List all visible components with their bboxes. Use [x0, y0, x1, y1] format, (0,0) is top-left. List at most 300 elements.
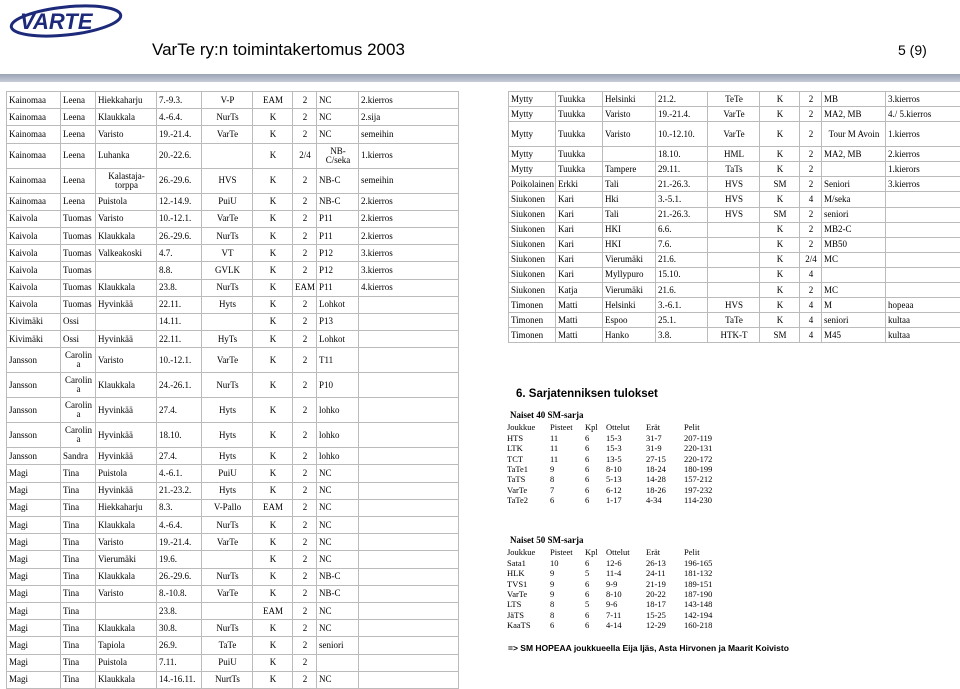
standings-cell: 24-11 — [644, 568, 682, 578]
table-cell: Kaivola — [7, 227, 61, 244]
table-cell: Tina — [61, 637, 96, 654]
table-row — [509, 298, 960, 313]
table-cell — [359, 637, 459, 654]
table-cell — [317, 654, 359, 671]
standings-cell: 8 — [548, 610, 583, 620]
table-row — [509, 252, 960, 267]
table-cell: K — [760, 162, 800, 177]
table-row — [509, 122, 960, 147]
table-cell: NurTs — [202, 568, 253, 585]
table-row — [7, 654, 459, 671]
table-cell: Hyvinkää — [96, 423, 157, 448]
table-cell: semeihin — [359, 126, 459, 143]
table-cell: Kaivola — [7, 210, 61, 227]
standings-cell: 6 — [583, 620, 604, 630]
table-cell: 26.-29.6. — [157, 568, 202, 585]
table-cell: M/seka — [822, 192, 886, 207]
standings-cell: 7-11 — [604, 610, 644, 620]
table-cell: 2 — [800, 147, 822, 162]
table-cell: 2 — [293, 534, 317, 551]
table-cell: K — [253, 109, 293, 126]
table-row — [7, 193, 459, 210]
table-cell: 2.kierros — [359, 210, 459, 227]
table-cell: seniori — [822, 313, 886, 328]
table-cell — [359, 517, 459, 534]
table-cell: Klaukkala — [96, 620, 157, 637]
table-cell: K — [253, 654, 293, 671]
standings-row — [505, 568, 724, 578]
table-cell: kultaa — [886, 313, 960, 328]
table-cell: 3.kierros — [359, 262, 459, 279]
standings-cell: 4-14 — [604, 620, 644, 630]
table-cell: PuiU — [202, 193, 253, 210]
table-cell: Klaukkala — [96, 517, 157, 534]
table-cell: NurTs — [202, 227, 253, 244]
table-cell: K — [253, 637, 293, 654]
standings-cell: 189-151 — [682, 579, 724, 589]
section-title: 6. Sarjatenniksen tulokset — [516, 388, 658, 400]
table-cell — [886, 237, 960, 252]
table-cell: Helsinki — [603, 92, 656, 107]
table-cell — [603, 147, 656, 162]
table-cell: VarTe — [202, 585, 253, 602]
standings-cell: 18-26 — [644, 485, 682, 495]
table-cell: Jansson — [7, 398, 61, 423]
table-cell: Hanko — [603, 328, 656, 343]
standings-header-row — [505, 547, 724, 557]
table-cell: 2 — [293, 423, 317, 448]
table-cell: 3.8. — [656, 328, 708, 343]
table-cell: 29.11. — [656, 162, 708, 177]
table-cell: MA2, MB — [822, 147, 886, 162]
table-cell: K — [253, 482, 293, 499]
table-cell: Mytty — [509, 92, 556, 107]
table-cell: Kivimäki — [7, 331, 61, 348]
table-cell: Tampere — [603, 162, 656, 177]
table-cell: 2 — [800, 162, 822, 177]
standings-cell: 9-6 — [604, 599, 644, 609]
table-cell: K — [253, 279, 293, 296]
table-cell: Siukonen — [509, 267, 556, 282]
table-cell: Mytty — [509, 147, 556, 162]
table-cell: 18.10. — [157, 423, 202, 448]
table-cell: Luhanka — [96, 143, 157, 168]
table-cell: K — [253, 448, 293, 465]
table-cell: Kari — [556, 237, 603, 252]
table-cell: MB50 — [822, 237, 886, 252]
table-cell: 3.-6.1. — [656, 298, 708, 313]
table-cell: 14.11. — [157, 313, 202, 330]
table-cell — [359, 620, 459, 637]
tournament-table-right — [508, 91, 960, 343]
table-cell: K — [253, 296, 293, 313]
standings-cell: 1-17 — [604, 495, 644, 505]
page-title: VarTe ry:n toimintakertomus 2003 — [152, 40, 405, 60]
table-cell — [359, 465, 459, 482]
standings-cell: 6 — [583, 474, 604, 484]
table-cell: Hyvinkää — [96, 398, 157, 423]
table-cell: 4.kierros — [359, 279, 459, 296]
table-cell: MB2-C — [822, 222, 886, 237]
standings-header-cell: Erät — [644, 547, 682, 557]
table-cell: 7.6. — [656, 237, 708, 252]
table-cell: 2 — [293, 109, 317, 126]
standings-cell: 12-29 — [644, 620, 682, 630]
table-cell: Siukonen — [509, 237, 556, 252]
table-cell: Tuukka — [556, 147, 603, 162]
table-cell: 21.-23.2. — [157, 482, 202, 499]
standings-cell: 15-25 — [644, 610, 682, 620]
standings-cell: 9 — [548, 589, 583, 599]
table-cell: Katja — [556, 283, 603, 298]
table-cell: lohko — [317, 448, 359, 465]
table-cell: Klaukkala — [96, 568, 157, 585]
table-cell: K — [760, 267, 800, 282]
table-cell: T11 — [317, 348, 359, 373]
table-row — [7, 373, 459, 398]
table-cell: 4.-6.1. — [157, 465, 202, 482]
standings-cell: 207-119 — [682, 433, 724, 443]
table-cell — [886, 207, 960, 222]
table-cell: 19.-21.4. — [157, 126, 202, 143]
table-cell: TeTe — [708, 92, 760, 107]
table-row — [7, 551, 459, 568]
table-cell: SM — [760, 328, 800, 343]
table-cell: Jansson — [7, 423, 61, 448]
standings-cell: VarTe — [505, 485, 548, 495]
standings-cell: LTS — [505, 599, 548, 609]
table-cell: 2 — [293, 296, 317, 313]
table-cell: 2 — [293, 126, 317, 143]
table-cell: K — [760, 313, 800, 328]
table-row — [7, 168, 459, 193]
table-cell: Tuomas — [61, 279, 96, 296]
table-row — [509, 313, 960, 328]
table-cell: Kainomaa — [7, 126, 61, 143]
standings-cell: 31-9 — [644, 443, 682, 453]
table-row — [7, 92, 459, 109]
table-cell: 4.7. — [157, 245, 202, 262]
standings-cell: 21-19 — [644, 579, 682, 589]
table-cell: 7.11. — [157, 654, 202, 671]
table-cell: EAM — [253, 602, 293, 619]
table-cell: 19.-21.4. — [656, 107, 708, 122]
standings-header-cell: Kpl — [583, 422, 604, 432]
table-cell: P12 — [317, 245, 359, 262]
varte-logo — [8, 4, 126, 38]
standings-cell: 15-3 — [604, 433, 644, 443]
table-cell: SM — [760, 207, 800, 222]
table-cell: Kainomaa — [7, 92, 61, 109]
table-row — [7, 448, 459, 465]
table-cell: 2.sija — [359, 109, 459, 126]
table-row — [7, 296, 459, 313]
table-cell: K — [760, 298, 800, 313]
table-cell: 8.8. — [157, 262, 202, 279]
table-cell — [359, 602, 459, 619]
table-cell — [359, 423, 459, 448]
standings-cell: 6 — [583, 454, 604, 464]
table-cell: 2 — [800, 177, 822, 192]
standings-cell: KaaTS — [505, 620, 548, 630]
table-cell — [886, 283, 960, 298]
table-cell: K — [253, 331, 293, 348]
standings-cell: HTS — [505, 433, 548, 443]
table-row — [7, 499, 459, 516]
table-cell: Varisto — [96, 126, 157, 143]
table-cell: Tina — [61, 671, 96, 688]
standings-cell: 6 — [548, 620, 583, 630]
table-cell: NurTs — [202, 109, 253, 126]
standings-cell: 31-7 — [644, 433, 682, 443]
standings-cell: 12-6 — [604, 558, 644, 568]
standings-cell: 114-230 — [682, 495, 724, 505]
table-cell: 4.-6.4. — [157, 109, 202, 126]
table-cell: 2 — [800, 92, 822, 107]
table-cell — [359, 448, 459, 465]
table-cell: K — [253, 517, 293, 534]
table-cell: K — [253, 210, 293, 227]
standings-cell: 6 — [583, 610, 604, 620]
table-row — [7, 109, 459, 126]
table-cell: Seniori — [822, 177, 886, 192]
table-cell: 2 — [293, 227, 317, 244]
table-cell — [359, 585, 459, 602]
standings-header-cell: Joukkue — [505, 547, 548, 557]
table-cell: Hyts — [202, 448, 253, 465]
standings-cell: 27-15 — [644, 454, 682, 464]
standings-cell: 6-12 — [604, 485, 644, 495]
table-cell: Magi — [7, 482, 61, 499]
standings-cell: 6 — [583, 589, 604, 599]
table-cell: K — [253, 568, 293, 585]
table-cell: Sandra — [61, 448, 96, 465]
table-cell: 2 — [800, 283, 822, 298]
table-row — [7, 637, 459, 654]
table-cell: 2 — [293, 398, 317, 423]
table-cell: K — [760, 192, 800, 207]
standings-cell: 9-9 — [604, 579, 644, 589]
table-cell — [708, 222, 760, 237]
table-cell: Myllypuro — [603, 267, 656, 282]
standings-row — [505, 599, 724, 609]
table-cell: 2 — [800, 237, 822, 252]
table-cell: Klaukkala — [96, 227, 157, 244]
table-cell: 2 — [293, 602, 317, 619]
standings-header-cell: Joukkue — [505, 422, 548, 432]
table-cell: K — [253, 534, 293, 551]
table-cell — [359, 398, 459, 423]
table-cell: Magi — [7, 671, 61, 688]
table-cell: 12.-14.9. — [157, 193, 202, 210]
table-cell — [359, 534, 459, 551]
table-cell: 2 — [293, 193, 317, 210]
table-cell: HVS — [708, 192, 760, 207]
table-cell: Timonen — [509, 298, 556, 313]
standings-cell: 220-131 — [682, 443, 724, 453]
table-cell: Siukonen — [509, 207, 556, 222]
table-cell: NB-C — [317, 193, 359, 210]
table-cell: Tali — [603, 207, 656, 222]
standings-cell: TaTS — [505, 474, 548, 484]
table-cell: Magi — [7, 620, 61, 637]
table-cell: seniori — [822, 207, 886, 222]
table-cell: P10 — [317, 373, 359, 398]
table-cell: HVS — [708, 177, 760, 192]
table-cell: 2.kierros — [359, 193, 459, 210]
table-cell: HyTs — [202, 331, 253, 348]
standings-row — [505, 589, 724, 599]
table-cell: P12 — [317, 262, 359, 279]
table-cell: 2.kierros — [359, 227, 459, 244]
table-cell: P11 — [317, 279, 359, 296]
table-cell: 22.11. — [157, 331, 202, 348]
table-cell: 1.kierros — [886, 122, 960, 147]
table-cell: Siukonen — [509, 192, 556, 207]
table-cell: Leena — [61, 109, 96, 126]
table-cell: Tuukka — [556, 92, 603, 107]
table-cell: 8.3. — [157, 499, 202, 516]
table-cell: Tuomas — [61, 245, 96, 262]
summary-note: => SM HOPEAA joukkueella Eija Ijäs, Asta Hirvonen ja Maarit Koivisto — [508, 643, 789, 653]
standings-naiset-50 — [505, 535, 724, 631]
table-cell: 2/4 — [293, 143, 317, 168]
table-cell: Klaukkala — [96, 671, 157, 688]
standings-cell: 20-22 — [644, 589, 682, 599]
table-cell — [359, 654, 459, 671]
table-cell: Kari — [556, 222, 603, 237]
table-cell: Kainomaa — [7, 109, 61, 126]
standings-header-cell: Ottelut — [604, 422, 644, 432]
table-cell: K — [253, 585, 293, 602]
table-cell: GVLK — [202, 262, 253, 279]
standings-cell: 8 — [548, 474, 583, 484]
table-cell: Kari — [556, 267, 603, 282]
table-cell: Kivimäki — [7, 313, 61, 330]
table-cell: Hyts — [202, 482, 253, 499]
standings-cell: VarTe — [505, 589, 548, 599]
table-cell — [708, 283, 760, 298]
table-cell: M45 — [822, 328, 886, 343]
table-cell: Kaivola — [7, 262, 61, 279]
table-cell — [708, 252, 760, 267]
table-cell: Hyvinkää — [96, 482, 157, 499]
table-cell: PuiU — [202, 654, 253, 671]
table-cell: NurTs — [202, 517, 253, 534]
table-cell: K — [253, 227, 293, 244]
table-row — [7, 227, 459, 244]
table-cell — [886, 222, 960, 237]
table-cell: 2 — [293, 373, 317, 398]
table-row — [7, 517, 459, 534]
table-cell: K — [253, 168, 293, 193]
table-cell: Tina — [61, 465, 96, 482]
table-row — [7, 210, 459, 227]
table-cell: 26.-29.6. — [157, 168, 202, 193]
standings-cell: 18-24 — [644, 464, 682, 474]
table-cell: K — [760, 283, 800, 298]
svg-text:VARTE: VARTE — [20, 9, 94, 34]
table-cell: Magi — [7, 602, 61, 619]
table-cell: Lohkot — [317, 296, 359, 313]
table-cell: Timonen — [509, 328, 556, 343]
table-cell: Valkeakoski — [96, 245, 157, 262]
table-cell: Tina — [61, 620, 96, 637]
table-cell: Kari — [556, 207, 603, 222]
standings-row — [505, 495, 724, 505]
table-cell: P13 — [317, 313, 359, 330]
standings-row — [505, 454, 724, 464]
standings-cell: 9 — [548, 568, 583, 578]
table-cell: Vierumäki — [603, 283, 656, 298]
table-cell: 2 — [293, 654, 317, 671]
table-cell: 2 — [293, 262, 317, 279]
table-cell: 2 — [293, 551, 317, 568]
table-cell — [359, 499, 459, 516]
standings-row — [505, 443, 724, 453]
standings-row — [505, 474, 724, 484]
table-cell: NB-C — [317, 585, 359, 602]
table-cell: NC — [317, 465, 359, 482]
table-cell: Kaivola — [7, 296, 61, 313]
table-cell: P11 — [317, 210, 359, 227]
table-cell: Klaukkala — [96, 109, 157, 126]
table-cell: Mytty — [509, 107, 556, 122]
table-cell: 19.6. — [157, 551, 202, 568]
table-cell: Tour M Avoin — [822, 122, 886, 147]
table-cell: K — [253, 671, 293, 688]
table-cell: 7.-9.3. — [157, 92, 202, 109]
table-cell: 1.kierros — [359, 143, 459, 168]
table-cell: 23.8. — [157, 602, 202, 619]
table-row — [7, 348, 459, 373]
table-row — [509, 207, 960, 222]
table-cell: Kainomaa — [7, 143, 61, 168]
table-row — [7, 465, 459, 482]
table-cell: NC — [317, 602, 359, 619]
table-cell: 3.kierros — [886, 177, 960, 192]
table-cell: 10.-12.1. — [157, 348, 202, 373]
table-cell: 26.9. — [157, 637, 202, 654]
table-cell: Hki — [603, 192, 656, 207]
table-cell: Varisto — [96, 534, 157, 551]
table-cell: Hiekkaharju — [96, 499, 157, 516]
standings-cell: 6 — [583, 464, 604, 474]
table-cell: Kari — [556, 192, 603, 207]
table-cell — [708, 267, 760, 282]
standings-cell: 8-10 — [604, 464, 644, 474]
table-cell — [886, 267, 960, 282]
table-cell — [886, 192, 960, 207]
table-cell: Magi — [7, 499, 61, 516]
table-cell: TaTe — [708, 313, 760, 328]
table-cell: Tina — [61, 585, 96, 602]
table-cell: Tuomas — [61, 227, 96, 244]
table-cell — [96, 262, 157, 279]
table-cell: NC — [317, 482, 359, 499]
table-cell: 27.4. — [157, 398, 202, 423]
table-cell: Magi — [7, 654, 61, 671]
table-cell: Varisto — [96, 348, 157, 373]
table-cell: K — [760, 147, 800, 162]
standings-row — [505, 464, 724, 474]
table-cell: MC — [822, 283, 886, 298]
table-cell: K — [253, 126, 293, 143]
table-cell: 18.10. — [656, 147, 708, 162]
table-cell: 4.-6.4. — [157, 517, 202, 534]
table-cell: V-P — [202, 92, 253, 109]
table-cell: NC — [317, 126, 359, 143]
